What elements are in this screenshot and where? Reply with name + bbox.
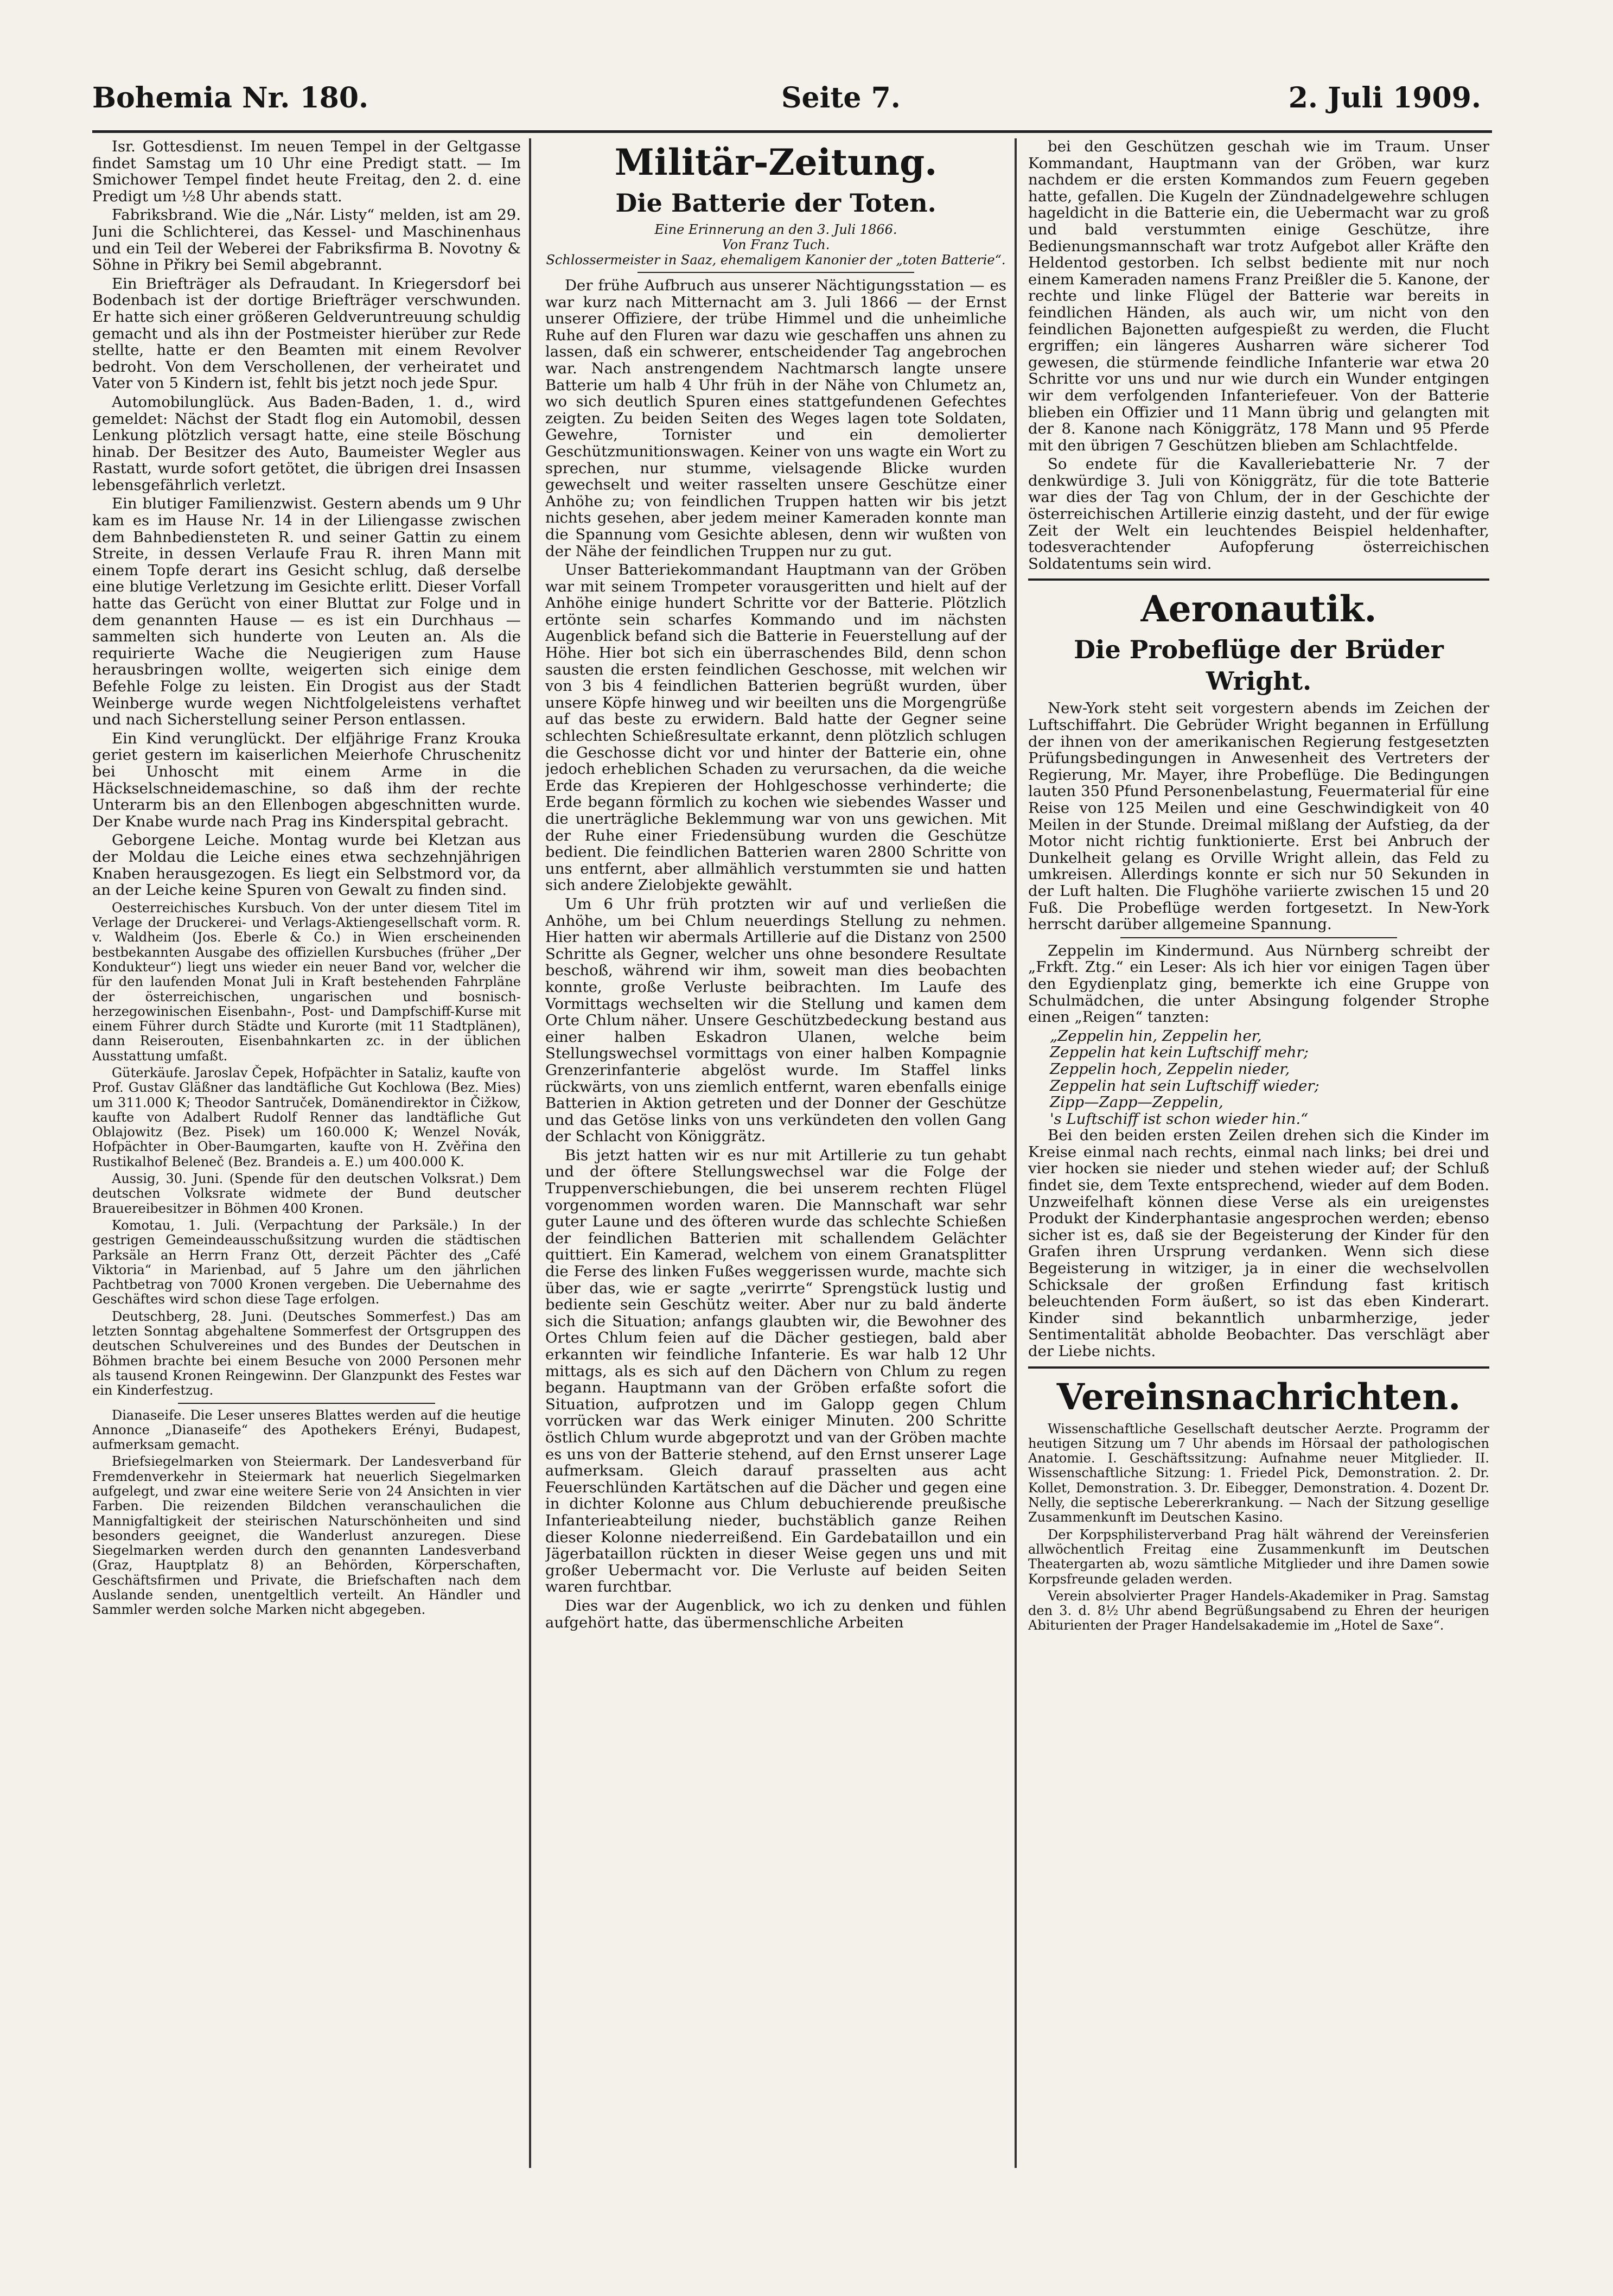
poem-line: Zeppelin hat sein Luftschiff wieder; (1050, 1077, 1319, 1095)
article-paragraph: Unser Batteriekommandant Hauptmann van der Gröben war mit seinem Trompeter vorausgeritten und hielt auf der Anhöhe einige hundert Schritte vor der Batterie. Plötzlich ertönte sein scharfes Kommando und im nächsten Augenblick befand sich die Batterie in Feuerstellung auf der Höhe. Hier bot sich ein überraschendes Bild, denn schon sausten die ersten feindlichen Geschosse, mit welchen wir von 3 bis 4 feindlichen Batterien begrüßt wurden, über unsere Köpfe hinweg und wir beeilten uns die Morgengrüße auf das beste zu erwidern. Bald hatte der Gegner seine schlechten Schießresultate erkannt, denn plötzlich schlugen die Geschosse dicht vor und hinter der Batterie ein, ohne jedoch erheblichen Schaden zu verursachen, da die weiche Erde das Krepieren der Hohlgeschosse verhinderte; die Erde begann förmlich zu kochen wie siebendes Wasser und die unerträgliche Beklemmung war von uns gewichen. Mit der Ruhe einer Friedensübung wurden die Geschütze bedient. Die feindlichen Batterien waren 2800 Schritte von uns entfernt, aber allmählich verstummten sie und hatten sich andere Zielobjekte gewählt. (545, 561, 1006, 894)
article-paragraph: Verein absolvierter Prager Handels-Akademiker in Prag. Samstag den 3. d. 8½ Uhr abend Begrüßungsabend zu Ehren der heurigen Abiturienten der Prager Handelsakademie im „Hotel de Saxe“. (1028, 1588, 1489, 1633)
poem-line: 's Luftschiff ist schon wieder hin.“ (1050, 1110, 1309, 1128)
article-title: Die Batterie der Toten. (615, 188, 936, 218)
divider (1028, 578, 1489, 581)
article-author: Von Franz Tuch. (722, 237, 830, 252)
poem (1028, 1028, 1489, 1128)
article-paragraph: Automobilunglück. Aus Baden-Baden, 1. d., wird gemeldet: Nächst der Stadt flog ein Automobil, dessen Lenkung plötzlich versagt hatte, eine steile Böschung hinab. Der Besitzer des Auto, Baumeister Wegler aus Rastatt, wurde sofort getötet, die übrigen drei Insassen lebensgefährlich verletzt. (92, 393, 521, 494)
small-print-block (1028, 1422, 1489, 1633)
divider (1028, 1366, 1489, 1369)
column-military (545, 138, 1006, 2184)
poem-line: Zeppelin hoch, Zeppelin nieder, (1050, 1060, 1290, 1078)
article-paragraph: Ein Briefträger als Defraudant. In Kriegersdorf bei Bodenbach ist der dortige Briefträger verschwunden. Er hatte sich einer größeren Geldveruntreuung schuldig gemacht und als ihn der Postmeister hierüber zur Rede stellte, hatte er den Beamten mit einem Revolver bedroht. Von dem Verschollenen, der verheiratet und Vater von 5 Kindern ist, fehlt bis jetzt noch jede Spur. (92, 275, 521, 392)
column-local-news (92, 138, 521, 2184)
article-paragraph: New-York steht seit vorgestern abends im Zeichen der Luftschiffahrt. Die Gebrüder Wright begannen in Erfüllung der ihnen von der amerikanischen Regierung festgesetzten Prüfungsbedingungen in Anwesenheit des Vertreters der Regierung, Mr. Mayer, ihre Probeflüge. Die Bedingungen lauten 350 Pfund Personenbelastung, Feuermaterial für eine Reise von 125 Meilen und eine Geschwindigkeit von 40 Meilen in der Stunde. Dreimal mißlang der Aufstieg, da der Motor nicht richtig funktionierte. Erst bei Anbruch der Dunkelheit gelang es Orville Wright allein, das Feld zu umkreisen. Allerdings konnte er sich nur 50 Sekunden in der Luft halten. Die Flughöhe variierte zwischen 15 und 20 Fuß. Die Probeflüge werden fortgesetzt. In New-York herrscht darüber allgemeine Spannung. (1028, 699, 1489, 933)
poem-line: „Zeppelin hin, Zeppelin her, (1050, 1027, 1262, 1045)
newspaper-issue: Bohemia Nr. 180. (92, 81, 369, 115)
section-heading: Militär-Zeitung. (614, 141, 938, 183)
article-paragraph: Um 6 Uhr früh protzten wir auf und verließen die Anhöhe, um bei Chlum neuerdings Stellung zu nehmen. Hier hatten wir abermals Artillerie auf die Distanz von 2500 Schritte als Gegner, welcher uns ohne besondere Resultate beschoß, während wir ihm, soweit man dies beobachten konnte, große Verluste beibrachten. Im Laufe des Vormittags wechselten wir die Stellung und kamen dem Orte Chlum näher. Unsere Geschützbedeckung bestand aus einer halben Eskadron Ulanen, welche beim Stellungswechsel vormittags von einer halben Kompagnie Grenzerinfanterie abgelöst wurde. Im Staffel links rückwärts, von uns ziemlich entfernt, waren ebenfalls einige Batterien in Aktion getreten und der Donner der Geschütze und das Getöse links von uns verkündeten den vollen Gang der Schlacht von Königgrätz. (545, 895, 1006, 1146)
article-paragraph: Der frühe Aufbruch aus unserer Nächtigungsstation — es war kurz nach Mitternacht am 3. Juli 1866 — der Ernst unserer Offiziere, der trübe Himmel und die unheimliche Ruhe auf den Fluren war dazu wie geschaffen uns ahnen zu lassen, daß ein schwerer, entscheidender Tag angebrochen war. Nach anstrengendem Nachtmarsch langte unsere Batterie um halb 4 Uhr früh in der Nähe von Chlumetz an, wo sich deutlich Spuren eines stattgefundenen Gefechtes zeigten. Zu beiden Seiten des Weges lagen tote Soldaten, Gewehre, Tornister und ein demolierter Geschützmunitionswagen. Keiner von uns wagte ein Wort zu sprechen, nur stumme, vielsagende Blicke wurden gewechselt und weiter rasselten unsere Geschütze einer Anhöhe zu; von feindlichen Truppen hatten wir bis jetzt nichts gesehen, aber jedem meiner Kameraden konnte man die Spannung vom Gesichte ablesen, denn wir wußten von der Nähe der feindlichen Truppen nur zu gut. (545, 277, 1006, 560)
page-header (92, 81, 1481, 130)
article-paragraph: So endete für die Kavalleriebatterie Nr. 7 der denkwürdige 3. Juli von Königgrätz, für die tote Batterie war dies der Tag von Chlum, der in der Geschichte der österreichischen Artillerie einzig dasteht, und der für ewige Zeit der Welt ein leuchtendes Beispiel heldenhafter, todesverachtender Aufopferung österreichischen Soldatentums sein wird. (1028, 455, 1489, 573)
divider (1120, 937, 1397, 938)
article-paragraph: Briefsiegelmarken von Steiermark. Der Landesverband für Fremdenverkehr in Steiermark hat neuerlich Siegelmarken aufgelegt, und zwar eine weitere Serie von 24 Ansichten in vier Farben. Die reizenden Bildchen veranschaulichen die Mannigfaltigkeit der steirischen Naturschönheiten und sind besonders geeignet, die Wanderlust anzuregen. Diese Siegelmarken werden durch den genannten Landesverband (Graz, Hauptplatz 8) an Behörden, Körperschaften, Geschäftsfirmen und Private, die Briefschaften nach dem Auslande senden, unentgeltlich verteilt. An Händler und Sammler werden solche Marken nicht abgegeben. (92, 1454, 521, 1618)
small-print-block (92, 901, 521, 1618)
article-paragraph: Ein Kind verunglückt. Der elfjährige Franz Krouka geriet gestern im kaiserlichen Meierhofe Chruschenitz bei Unhoscht mit einem Arme in die Häckselschneidemaschine, so daß ihm der rechte Unterarm bis an den Ellenbogen abgeschnitten wurde. Der Knabe wurde nach Prag ins Kinderspital gebracht. (92, 729, 521, 830)
column-rule (1015, 138, 1017, 2168)
article-paragraph: Dies war der Augenblick, wo ich zu denken und fühlen aufgehört hatte, das übermenschliche Arbeiten (545, 1597, 1006, 1631)
issue-date: 2. Juli 1909. (1288, 81, 1481, 115)
divider (637, 272, 914, 273)
article-paragraph: Fabriksbrand. Wie die „Nár. Listy“ melden, ist am 29. Juni die Schlichterei, das Kessel- und Maschinenhaus und ein Teil der Weberei der Fabriksfirma B. Novotny & Söhne in Přikry bei Semil abgebrannt. (92, 206, 521, 274)
article-paragraph: Komotau, 1. Juli. (Verpachtung der Parksäle.) In der gestrigen Gemeindeausschußsitzung wurden die städtischen Parksäle an Herrn Franz Ott, derzeit Pächter des „Café Viktoria“ in Marienbad, auf 5 Jahre um den jährlichen Pachtbetrag von 7000 Kronen vergeben. Die Uebernahme des Geschäftes wird schon diese Tage erfolgen. (92, 1217, 521, 1307)
poem-line: Zeppelin hat kein Luftschiff mehr; (1050, 1044, 1309, 1061)
section-heading: Vereinsnachrichten. (1056, 1375, 1461, 1418)
article-paragraph: Zeppelin im Kindermund. Aus Nürnberg schreibt der „Frkft. Ztg.“ ein Leser: Als ich hier vor einigen Tagen über den Egydienplatz ging, bemerkte ich eine Gruppe von Schulmädchen, die unter Absingung folgender Strophe einen „Reigen“ tanzten: (1028, 942, 1489, 1026)
article-paragraph: Wissenschaftliche Gesellschaft deutscher Aerzte. Programm der heutigen Sitzung um 7 Uhr abends im Hörsaal der pathologischen Anatomie. I. Geschäftssitzung: Aufnahme neuer Mitglieder. II. Wissenschaftliche Sitzung: 1. Friedel Pick, Demonstration. 2. Dr. Kollet, Demonstration. 3. Dr. Eibegger, Demonstration. 4. Dozent Dr. Nelly, die septische Lebererkrankung. — Nach der Sitzung gesellige Zusammenkunft im Deutschen Kasino. (1028, 1421, 1489, 1525)
article-paragraph: bei den Geschützen geschah wie im Traum. Unser Kommandant, Hauptmann van der Gröben, war kurz nachdem er die ersten Kommandos zum Feuern gegeben hatte, gefallen. Die Kugeln der Zündnadelgewehre schlugen hageldicht in die Batterie ein, die Uebermacht war zu groß und bald verstummten einige Geschütze, ihre Bedienungsmannschaft war trotz Aufgebot aller Kräfte den Heldentod gestorben. Ich selbst bediente mit nur noch einem Kameraden namens Franz Preißler die 5. Kanone, der rechte und linke Flügel der Batterie war bereits in feindlichen Händen, als auch wir, um nicht von den feindlichen Bajonetten aufgespießt zu werden, die Flucht ergriffen; ein längeres Ausharren wäre sicherer Tod gewesen, die stürmende feindliche Infanterie war etwa 20 Schritte vor uns und nur wie durch ein Wunder entgingen wir dem verfolgenden Infanteriefeuer. Von der Batterie blieben ein Offizier und 11 Mann übrig und gelangten mit der 8. Kanone nach Königgrätz, 178 Mann und 95 Pferde mit den übrigen 7 Geschützen blieben am Schlachtfelde. (1028, 138, 1489, 454)
article-paragraph: Geborgene Leiche. Montag wurde bei Kletzan aus der Moldau die Leiche eines etwa sechzehnjährigen Knaben herausgezogen. Es liegt ein Selbstmord vor, da an der Leiche keine Spuren von Gewalt zu finden sind. (92, 831, 521, 899)
page-number: Seite 7. (781, 81, 901, 115)
column-aeronautics-clubs (1028, 138, 1489, 2184)
divider (178, 1403, 435, 1404)
header-rule (92, 130, 1492, 133)
article-paragraph: Oesterreichisches Kursbuch. Von der unter diesem Titel im Verlage der Druckerei- und Verlags-Aktiengesellschaft vorm. R. v. Waldheim (Jos. Eberle & Co.) in Wien erscheinenden bestbekannten Ausgabe des offiziellen Kursbuches (früher „Der Kondukteur“) liegt uns wieder ein neuer Band vor, welcher die für den laufenden Monat Juli in Kraft bestehenden Fahrpläne der österreichischen, ungarischen und bosnisch-herzegowinischen Eisenbahn-, Post- und Dampfschiff-Kurse mit einem Führer durch Städte und Kurorte (mit 11 Stadtplänen), dann Reiserouten, Eisenbahnkarten zc. in der üblichen Ausstattung umfaßt. (92, 900, 521, 1064)
article-paragraph: Bei den beiden ersten Zeilen drehen sich die Kinder im Kreise einmal nach rechts, einmal nach links; bei drei und vier hocken sie nieder und stehen wieder auf; der Schluß findet sie, dem Texte entsprechend, wieder auf dem Boden. Unzweifelhaft können diese Verse als ein ureigenstes Produkt der Kinderphantasie angesprochen werden; ebenso sicher ist es, daß sie der Begeisterung der Kinder für den Grafen ihren Ursprung verdanken. Wenn sich diese Begeisterung in witziger, ja in einer die wechselvollen Schicksale der großen Erfindung fast kritisch beleuchtenden Form äußert, so ist das eben Kinderart. Kinder sind bekanntlich unbarmherzige, jeder Sentimentalität abholde Beobachter. Das verschlägt aber der Liebe nichts. (1028, 1127, 1489, 1360)
article-title: Die Probeflüge der Brüder Wright. (1074, 635, 1444, 696)
article-paragraph: Ein blutiger Familienzwist. Gestern abends um 9 Uhr kam es im Hause Nr. 14 in der Liliengasse zwischen dem Bahnbediensteten R. und seiner Gattin zu einem Streite, in dessen Verlaufe Frau R. ihren Mann mit einem Topfe derart ins Gesicht schlug, daß derselbe eine blutige Verletzung im Gesichte erlitt. Dieser Vorfall hatte das Gerücht von einer Bluttat zur Folge und in dem genannten Hause — es ist ein Durchhaus — sammelten sich hunderte von Leuten an. Als die requirierte Wache die Neugierigen zum Hause herausbringen wollte, weigerten sich einige dem Befehle Folge zu leisten. Ein Drogist aus der Stadt Weinberge wurde wegen Nichtfolgeleistens verhaftet und nach Sicherstellung seiner Person entlassen. (92, 495, 521, 729)
author-description: Schlossermeister in Saaz, ehemaligem Kanonier der „toten Batterie“. (546, 252, 1006, 268)
section-heading: Aeronautik. (1140, 588, 1377, 631)
article-paragraph: Aussig, 30. Juni. (Spende für den deutschen Volksrat.) Dem deutschen Volksrate widmete der Bund deutscher Brauereibesitzer in Böhmen 400 Kronen. (92, 1171, 521, 1216)
article-paragraph: Bis jetzt hatten wir es nur mit Artillerie zu tun gehabt und der öftere Stellungswechsel war die Folge der Truppenverschiebungen, die bei unserem rechten Flügel vorgenommen worden waren. Die Mannschaft war sehr guter Laune und des öfteren wurde das schlechte Schießen der feindlichen Batterien mit schallendem Gelächter quittiert. Ein Kamerad, welchem von einem Granatsplitter die Ferse des linken Fußes weggerissen wurde, machte sich über das, wie er sagte „verirrte“ Sprengstück lustig und bediente sein Geschütz weiter. Aber nur zu bald änderte sich die Situation; anfangs glaubten wir, die Bewohner des Ortes Chlum feien auf die Dächer gestiegen, bald aber erkannten wir feindliche Infanterie. Es war halb 12 Uhr mittags, als es sich auf den Dächern von Chlum zu regen begann. Hauptmann van der Gröben erfaßte sofort die Situation, aufprotzen und im Galopp gegen Chlum vorrücken war das Werk einiger Minuten. 200 Schritte östlich Chlum wurde abgeprotzt und van der Gröben machte es uns von der Batterie stehend, auf den Ernst unserer Lage aufmerksam. Gleich darauf prasselten aus acht Feuerschlünden Kartätschen auf die Dächer und gegen eine in dichter Kolonne aus Chlum debuchierende preußische Infanterieabteilung nieder, buchstäblich ganze Reihen dieser Kolonne niederreißend. Ein Gardebataillon und ein Jägerbataillon rückten in dieser Weise gegen uns und mit großer Uebermacht vor. Die Verluste auf beiden Seiten waren furchtbar. (545, 1146, 1006, 1596)
poem-line: Zipp—Zapp—Zeppelin, (1050, 1093, 1223, 1111)
article-subtitle: Eine Erinnerung an den 3. Juli 1866. (654, 222, 897, 237)
column-rule (529, 138, 531, 2168)
article-paragraph: Güterkäufe. Jaroslav Čepek, Hofpächter in Sataliz, kaufte von Prof. Gustav Gläßner das landtäfliche Gut Kochlowa (Bez. Mies) um 311.000 K; Theodor Santruček, Domänendirektor in Čižkow, kaufte von Adalbert Rudolf Renner das landtäfliche Gut Oblajowitz (Bez. Pisek) um 160.000 K; Wenzel Novák, Hofpächter in Ober-Baumgarten, kaufte von H. Zvěřina den Rustikalhof Beleneč (Bez. Brandeis a. E.) um 400.000 K. (92, 1065, 521, 1169)
article-paragraph: Deutschberg, 28. Juni. (Deutsches Sommerfest.) Das am letzten Sonntag abgehaltene Sommerfest der Ortsgruppen des deutschen Schulvereines und des Bundes der Deutschen in Böhmen brachte bei einem Besuche von 2000 Personen mehr als tausend Kronen Reingewinn. Der Glanzpunkt des Festes war ein Kinderfestzug. (92, 1308, 521, 1398)
article-paragraph: Dianaseife. Die Leser unseres Blattes werden auf die heutige Annonce „Dianaseife“ des Apothekers Erényi, Budapest, aufmerksam gemacht. (92, 1407, 521, 1453)
article-paragraph: Der Korpsphilisterverband Prag hält während der Vereinsferien allwöchentlich Freitag eine Zusammenkunft im Deutschen Theatergarten ab, wozu sämtliche Mitglieder und ihre Damen sowie Korpsfreunde geladen werden. (1028, 1527, 1489, 1587)
article-paragraph: Isr. Gottesdienst. Im neuen Tempel in der Geltgasse findet Samstag um 10 Uhr eine Predigt statt. — Im Smichower Tempel findet heute Freitag, den 2. d. eine Predigt um ½8 Uhr abends statt. (92, 138, 521, 205)
